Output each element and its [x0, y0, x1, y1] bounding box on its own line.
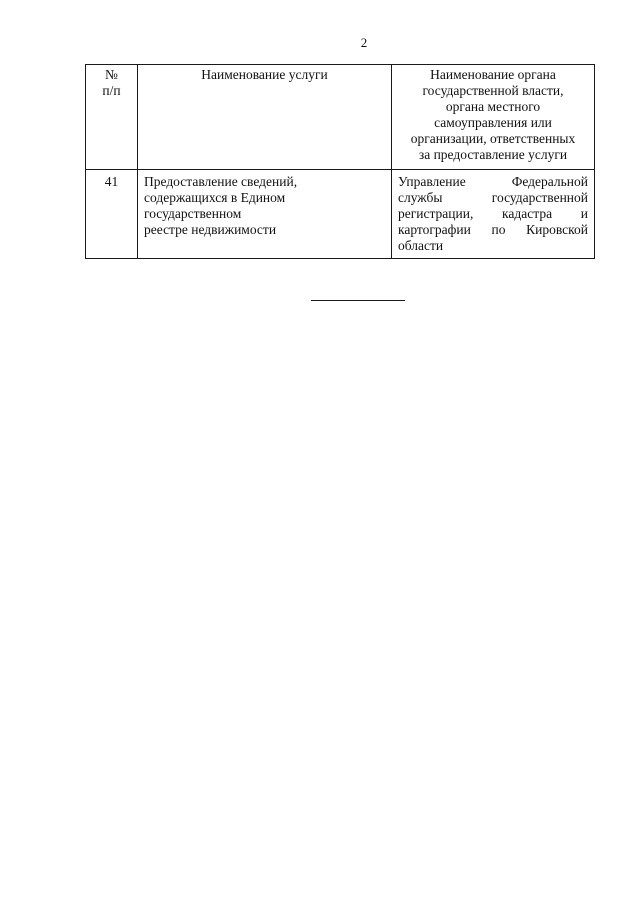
- row-organization: [392, 170, 595, 259]
- organization-line: службы государственной: [398, 190, 588, 205]
- header-org-line: государственной власти,: [422, 83, 564, 98]
- header-organization: [392, 65, 595, 170]
- row-number: 41: [86, 170, 138, 259]
- header-org-line: органа местного: [445, 99, 541, 114]
- header-number: [86, 65, 138, 170]
- table-header-row: [86, 65, 595, 170]
- service-name-line: реестре недвижимости: [144, 222, 277, 237]
- header-org-line: организации, ответственных: [410, 131, 576, 146]
- header-number-symbol: №: [105, 67, 118, 82]
- header-service-name: Наименование услуги: [138, 65, 392, 170]
- organization-line: области: [398, 238, 444, 253]
- header-org-line: самоуправления или: [434, 115, 552, 130]
- organization-line: Управление Федеральной: [398, 174, 588, 189]
- organization-line: регистрации, кадастра и: [398, 206, 588, 221]
- header-org-line: за предоставление услуги: [418, 147, 568, 162]
- table-row: [86, 170, 595, 259]
- service-name-line: содержащихся в Едином: [144, 190, 286, 205]
- service-name-line: государственном: [144, 206, 242, 221]
- service-name-line: Предоставление сведений,: [144, 174, 298, 189]
- header-org-line: Наименование органа: [430, 67, 556, 82]
- header-number-abbr: п/п: [102, 83, 121, 98]
- organization-line: картографии по Кировской: [398, 222, 588, 237]
- page-number: 2: [360, 35, 368, 50]
- row-service-name: [138, 170, 392, 259]
- services-table: [85, 64, 595, 259]
- end-divider-line: [311, 300, 405, 301]
